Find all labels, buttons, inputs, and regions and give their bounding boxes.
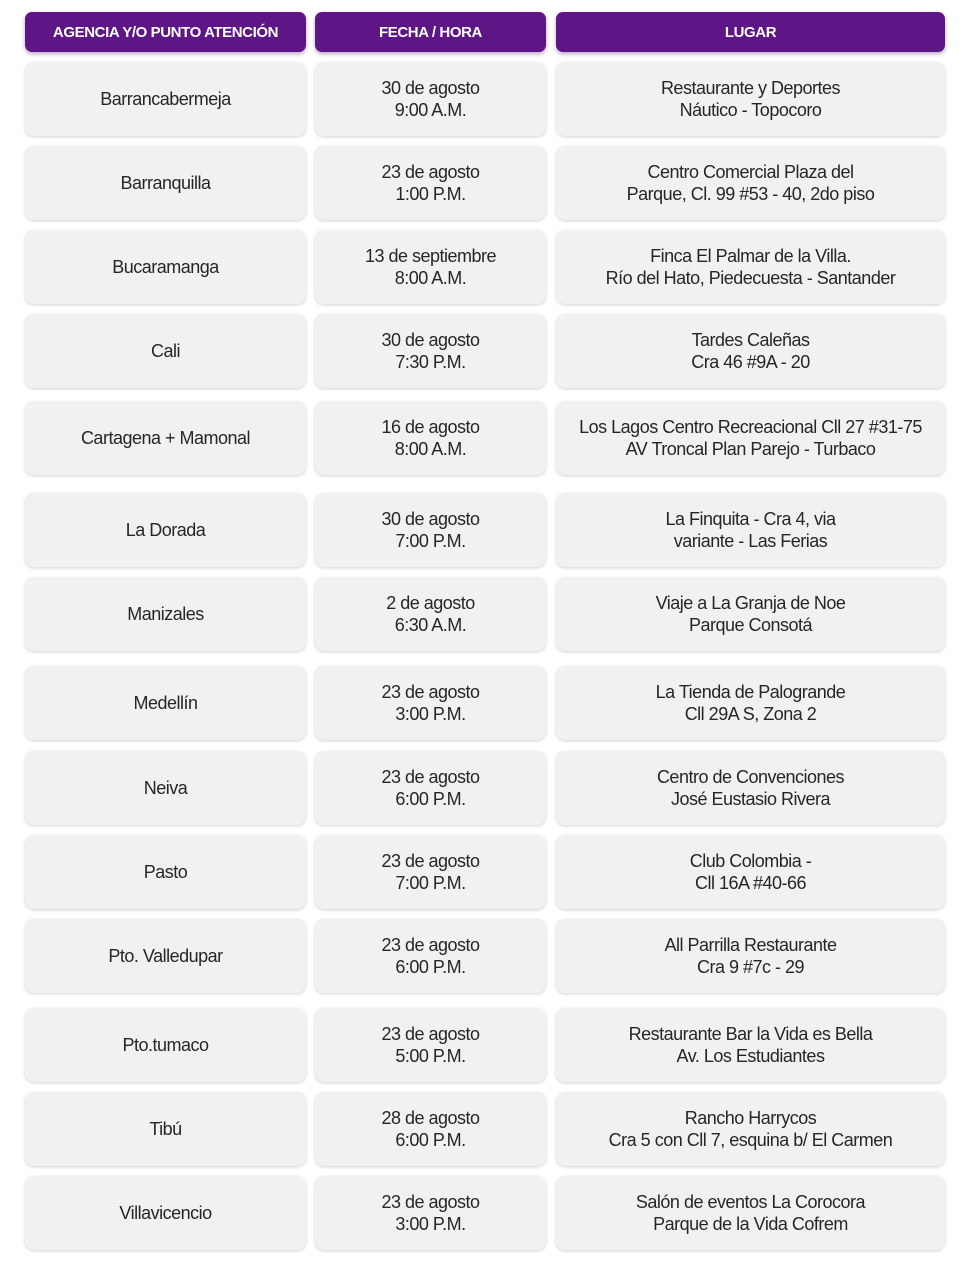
place-line-1: Centro de Convenciones [656, 767, 845, 787]
place-line-1: Tardes Caleñas [691, 330, 810, 350]
place-line-2: Parque de la Vida Cofrem [653, 1214, 848, 1234]
date-text: 23 de agosto [381, 162, 480, 182]
agency-text: Manizales [127, 604, 204, 624]
cell-datetime [315, 230, 546, 304]
cell-agency [25, 401, 306, 475]
time-text: 9:00 A.M. [394, 100, 467, 120]
time-text: 7:00 P.M. [395, 873, 466, 893]
place-line-2: variante - Las Ferias [673, 531, 828, 551]
cell-place [556, 314, 945, 388]
place-line-1: Finca El Palmar de la Villa. [650, 246, 851, 266]
cell-place [556, 666, 945, 740]
cell-place [556, 751, 945, 825]
cell-datetime [315, 146, 546, 220]
place-line-2: Cra 9 #7c - 29 [696, 957, 805, 977]
cell-datetime [315, 666, 546, 740]
cell-datetime [315, 62, 546, 136]
place-line-1: Rancho Harrycos [684, 1108, 817, 1128]
cell-place [556, 493, 945, 567]
place-line-1: All Parrilla Restaurante [664, 935, 837, 955]
time-text: 8:00 A.M. [394, 439, 467, 459]
place-line-2: Cra 5 con Cll 7, esquina b/ El Carmen [608, 1130, 893, 1150]
place-line-1: Restaurante Bar la Vida es Bella [628, 1024, 873, 1044]
time-text: 7:00 P.M. [395, 531, 466, 551]
agency-text: Bucaramanga [112, 257, 219, 277]
cell-agency [25, 919, 306, 993]
cell-agency [25, 146, 306, 220]
place-line-2: Náutico - Topocoro [679, 100, 822, 120]
date-text: 23 de agosto [381, 1192, 480, 1212]
cell-datetime [315, 1092, 546, 1166]
cell-datetime [315, 493, 546, 567]
time-text: 5:00 P.M. [395, 1046, 466, 1066]
agency-text: Cartagena + Mamonal [80, 428, 251, 448]
agency-text: Pasto [143, 862, 188, 882]
date-text: 23 de agosto [381, 682, 480, 702]
cell-agency [25, 230, 306, 304]
time-text: 1:00 P.M. [395, 184, 466, 204]
date-text: 13 de septiembre [364, 246, 497, 266]
place-line-2: Parque Consotá [688, 615, 813, 635]
agency-text: Pto. Valledupar [108, 946, 223, 966]
header-datetime: FECHA / HORA [315, 12, 546, 52]
cell-place [556, 62, 945, 136]
time-text: 6:00 P.M. [395, 957, 466, 977]
time-text: 8:00 A.M. [394, 268, 467, 288]
cell-datetime [315, 314, 546, 388]
place-line-2: Av. Los Estudiantes [676, 1046, 825, 1066]
cell-place [556, 835, 945, 909]
date-text: 23 de agosto [381, 851, 480, 871]
agency-text: Medellín [133, 693, 198, 713]
cell-agency [25, 62, 306, 136]
date-text: 30 de agosto [381, 330, 480, 350]
place-line-1: Club Colombia - [689, 851, 812, 871]
cell-agency [25, 1176, 306, 1250]
date-text: 23 de agosto [381, 935, 480, 955]
cell-place [556, 1008, 945, 1082]
cell-datetime [315, 577, 546, 651]
place-line-1: La Finquita - Cra 4, via [665, 509, 836, 529]
agency-text: Neiva [143, 778, 188, 798]
cell-datetime [315, 1176, 546, 1250]
cell-place [556, 1092, 945, 1166]
date-text: 28 de agosto [381, 1108, 480, 1128]
cell-datetime [315, 919, 546, 993]
date-text: 30 de agosto [381, 78, 480, 98]
place-line-2: Río del Hato, Piedecuesta - Santander [605, 268, 896, 288]
time-text: 3:00 P.M. [395, 1214, 466, 1234]
cell-agency [25, 1092, 306, 1166]
cell-agency [25, 493, 306, 567]
place-line-1: La Tienda de Palogrande [655, 682, 846, 702]
cell-datetime [315, 401, 546, 475]
cell-agency [25, 1008, 306, 1082]
header-place: LUGAR [556, 12, 945, 52]
cell-agency [25, 577, 306, 651]
time-text: 6:30 A.M. [394, 615, 467, 635]
place-line-1: Restaurante y Deportes [660, 78, 841, 98]
place-line-2: Parque, Cl. 99 #53 - 40, 2do piso [626, 184, 875, 204]
date-text: 23 de agosto [381, 1024, 480, 1044]
place-line-2: Cra 46 #9A - 20 [691, 352, 810, 372]
place-line-2: Cll 29A S, Zona 2 [684, 704, 817, 724]
place-line-1: Centro Comercial Plaza del [647, 162, 854, 182]
agency-text: Tibú [149, 1119, 182, 1139]
place-line-1: Viaje a La Granja de Noe [655, 593, 846, 613]
agency-text: Barrancabermeja [100, 89, 231, 109]
place-line-1: Salón de eventos La Corocora [635, 1192, 866, 1212]
agency-text: Cali [150, 341, 180, 361]
time-text: 6:00 P.M. [395, 1130, 466, 1150]
time-text: 3:00 P.M. [395, 704, 466, 724]
cell-place [556, 401, 945, 475]
cell-datetime [315, 751, 546, 825]
cell-place [556, 577, 945, 651]
place-line-2: Cll 16A #40-66 [694, 873, 807, 893]
agency-text: Barranquilla [120, 173, 211, 193]
cell-agency [25, 314, 306, 388]
cell-place [556, 919, 945, 993]
date-text: 30 de agosto [381, 509, 480, 529]
agency-text: La Dorada [125, 520, 206, 540]
date-text: 23 de agosto [381, 767, 480, 787]
cell-place [556, 230, 945, 304]
cell-agency [25, 666, 306, 740]
place-line-1: Los Lagos Centro Recreacional Cll 27 #31-75 [579, 417, 922, 437]
cell-datetime [315, 835, 546, 909]
cell-agency [25, 835, 306, 909]
place-line-2: AV Troncal Plan Parejo - Turbaco [625, 439, 876, 459]
time-text: 6:00 P.M. [395, 789, 466, 809]
cell-place [556, 1176, 945, 1250]
date-text: 2 de agosto [386, 593, 475, 613]
cell-agency [25, 751, 306, 825]
cell-place [556, 146, 945, 220]
place-line-2: José Eustasio Rivera [670, 789, 831, 809]
time-text: 7:30 P.M. [395, 352, 466, 372]
header-agency: AGENCIA Y/O PUNTO ATENCIÓN [25, 12, 306, 52]
agency-text: Villavicencio [119, 1203, 212, 1223]
cell-datetime [315, 1008, 546, 1082]
date-text: 16 de agosto [381, 417, 480, 437]
agency-text: Pto.tumaco [122, 1035, 209, 1055]
